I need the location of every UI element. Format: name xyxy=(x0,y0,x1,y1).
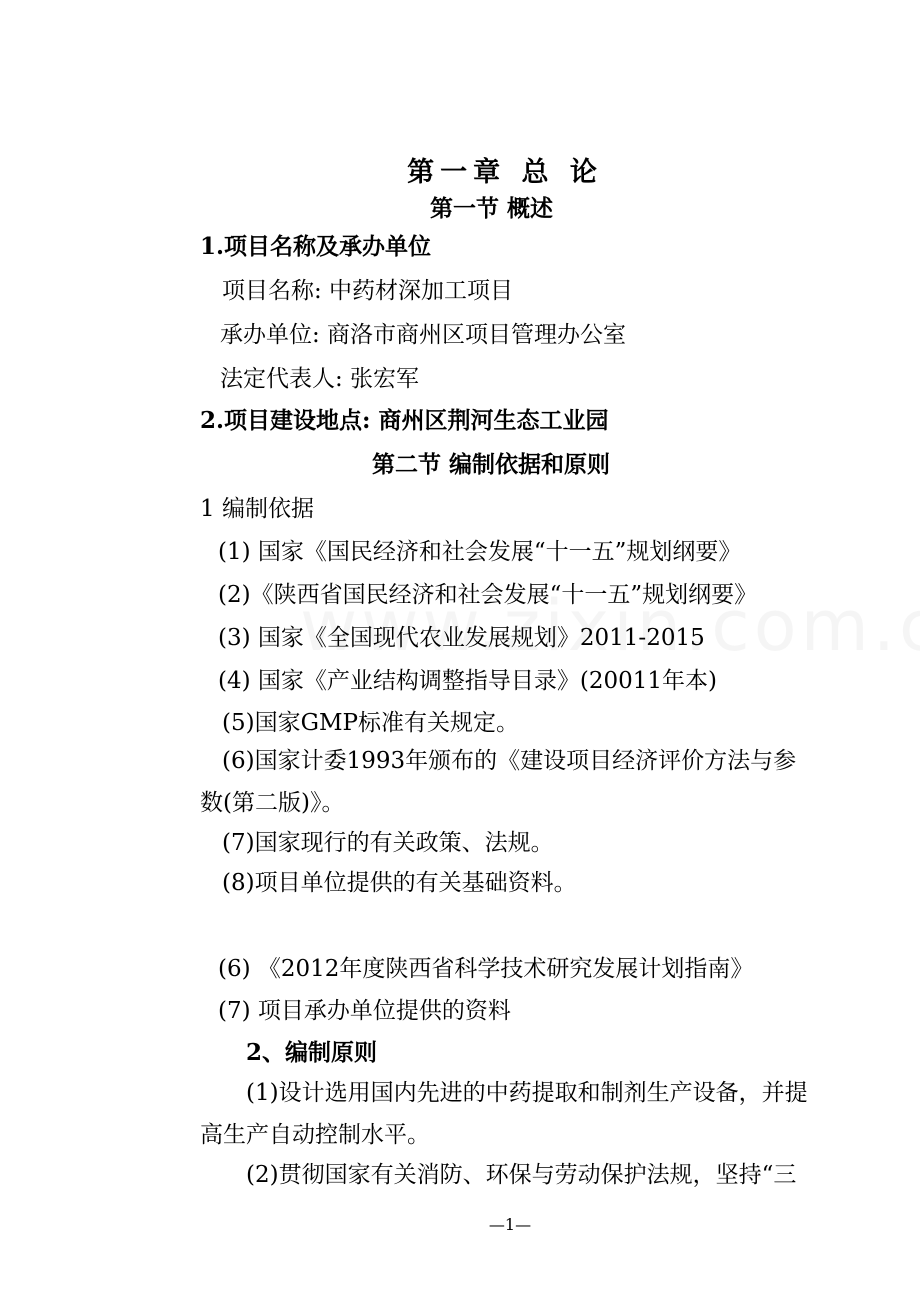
section1-title: 第一节 概述 xyxy=(430,195,554,222)
principle-item-continued: 高生产自动控制水平。 xyxy=(200,1122,430,1148)
item2-heading: 2.项目建设地点: 商州区荆河生态工业园 xyxy=(200,407,609,434)
section2-title: 第二节 编制依据和原则 xyxy=(372,451,611,478)
basis-heading: 1 编制依据 xyxy=(200,496,314,522)
item1-heading: 1.项目名称及承办单位 xyxy=(200,233,432,260)
basis-item-continued: 数(第二版)》。 xyxy=(200,790,345,816)
legal-representative: 法定代表人: 张宏军 xyxy=(220,366,420,392)
basis-item: (4) 国家《产业结构调整指导目录》(20011年本) xyxy=(218,668,718,694)
page-number: —1— xyxy=(488,1215,532,1234)
basis-extra-item: (6) 《2012年度陕西省科学技术研究发展计划指南》 xyxy=(218,956,754,982)
principles-heading: 2、编制原则 xyxy=(246,1039,378,1066)
principle-item: (1)设计选用国内先进的中药提取和制剂生产设备，并提 xyxy=(246,1080,808,1106)
organization: 承办单位: 商洛市商州区项目管理办公室 xyxy=(220,322,627,348)
basis-item: (7)国家现行的有关政策、法规。 xyxy=(222,830,554,856)
basis-item: (2)《陕西省国民经济和社会发展“十一五”规划纲要》 xyxy=(218,582,758,608)
basis-item: (8)项目单位提供的有关基础资料。 xyxy=(222,870,577,896)
basis-item: (5)国家GMP标准有关规定。 xyxy=(222,710,519,736)
chapter-title: 第一章 总 论 xyxy=(407,157,603,188)
principle-item: (2)贯彻国家有关消防、环保与劳动保护法规，坚持“三 xyxy=(246,1162,797,1188)
basis-item: (3) 国家《全国现代农业发展规划》2011-2015 xyxy=(218,625,705,651)
basis-extra-item: (7) 项目承办单位提供的资料 xyxy=(218,998,511,1024)
basis-item: (1) 国家《国民经济和社会发展“十一五”规划纲要》 xyxy=(218,539,742,565)
project-name: 项目名称: 中药材深加工项目 xyxy=(222,278,514,304)
basis-item: (6)国家计委1993年颁布的《建设项目经济评价方法与参 xyxy=(222,748,797,774)
